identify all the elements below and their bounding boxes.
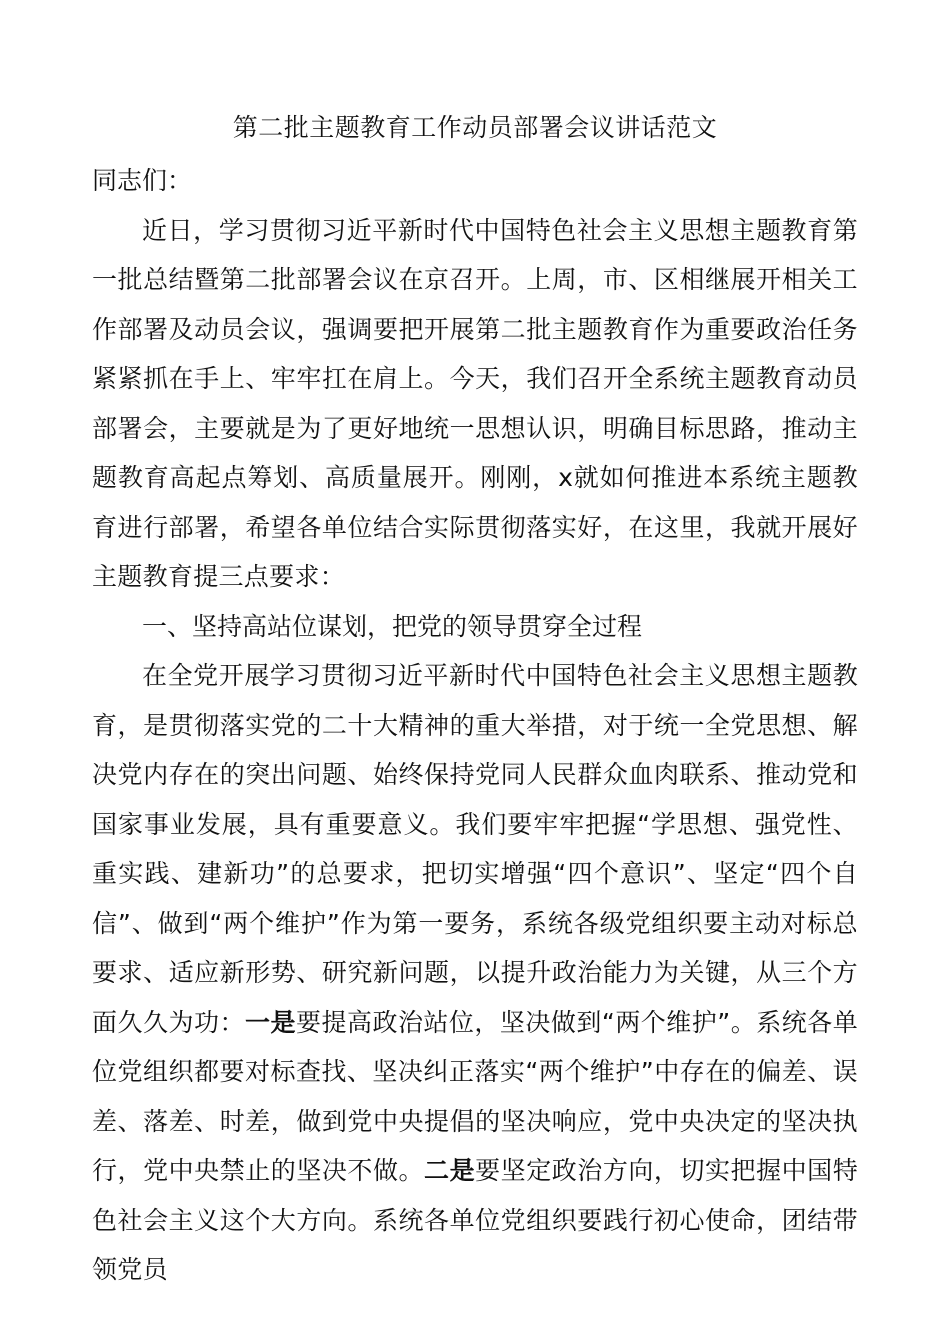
point-1-label: 一是 — [244, 1007, 296, 1037]
section-heading-1: 一、坚持高站位谋划，把党的领导贯穿全过程 — [142, 611, 643, 641]
document-title: 第二批主题教育工作动员部署会议讲话范文 — [232, 113, 718, 142]
point-2-label: 二是 — [424, 1156, 476, 1185]
salutation: 同志们： — [92, 166, 193, 195]
point-2-text: 要坚定政治方向，切实把握中国特色社会主义这个大方向。系统各单位党组织要践行初心使命，团结带领党员 — [92, 1156, 858, 1284]
section-1-paragraph — [92, 651, 858, 1295]
document-page — [92, 108, 858, 1295]
intro-paragraph: 近日，学习贯彻习近平新时代中国特色社会主义思想主题教育第一批总结暨第二批部署会议在京召开。上周，市、区相继展开相关工作部署及动员会议，强调要把开展第二批主题教育作为重要政治任务紧紧抓在手上、牢牢扛在肩上。今天，我们召开全系统主题教育动员部署会，主要就是为了更好地统一思想认识，明确目标思路，推动主题教育高起点筹划、高质量展开。刚刚，x就如何推进本系统主题教育进行部署，希望各单位结合实际贯彻落实好，在这里，我就开展好主题教育提三点要求： — [92, 215, 858, 591]
point-1-text: 要提高政治站位，坚决做到“两个维护”。系统各单位党组织都要对标查找、坚决纠正落实“两个维护”中存在的偏差、误差、落差、时差，做到党中央提倡的坚决响应，党中央决定的坚决执行，党中央禁止的坚决不做。 — [92, 1007, 859, 1185]
section-1-text: 在全党开展学习贯彻习近平新时代中国特色社会主义思想主题教育，是贯彻落实党的二十大精神的重大举措，对于统一全党思想、解决党内存在的突出问题、始终保持党同人民群众血肉联系、推动党和国家事业发展，具有重要意义。我们要牢牢把握“学思想、强党性、重实践、建新功”的总要求，把切实增强“四个意识”、坚定“四个自信”、做到“两个维护”作为第一要务，系统各级党组织要主动对标总要求、适应新形势、研究新问题，以提升政治能力为关键，从三个方面久久为功： — [92, 661, 858, 1037]
